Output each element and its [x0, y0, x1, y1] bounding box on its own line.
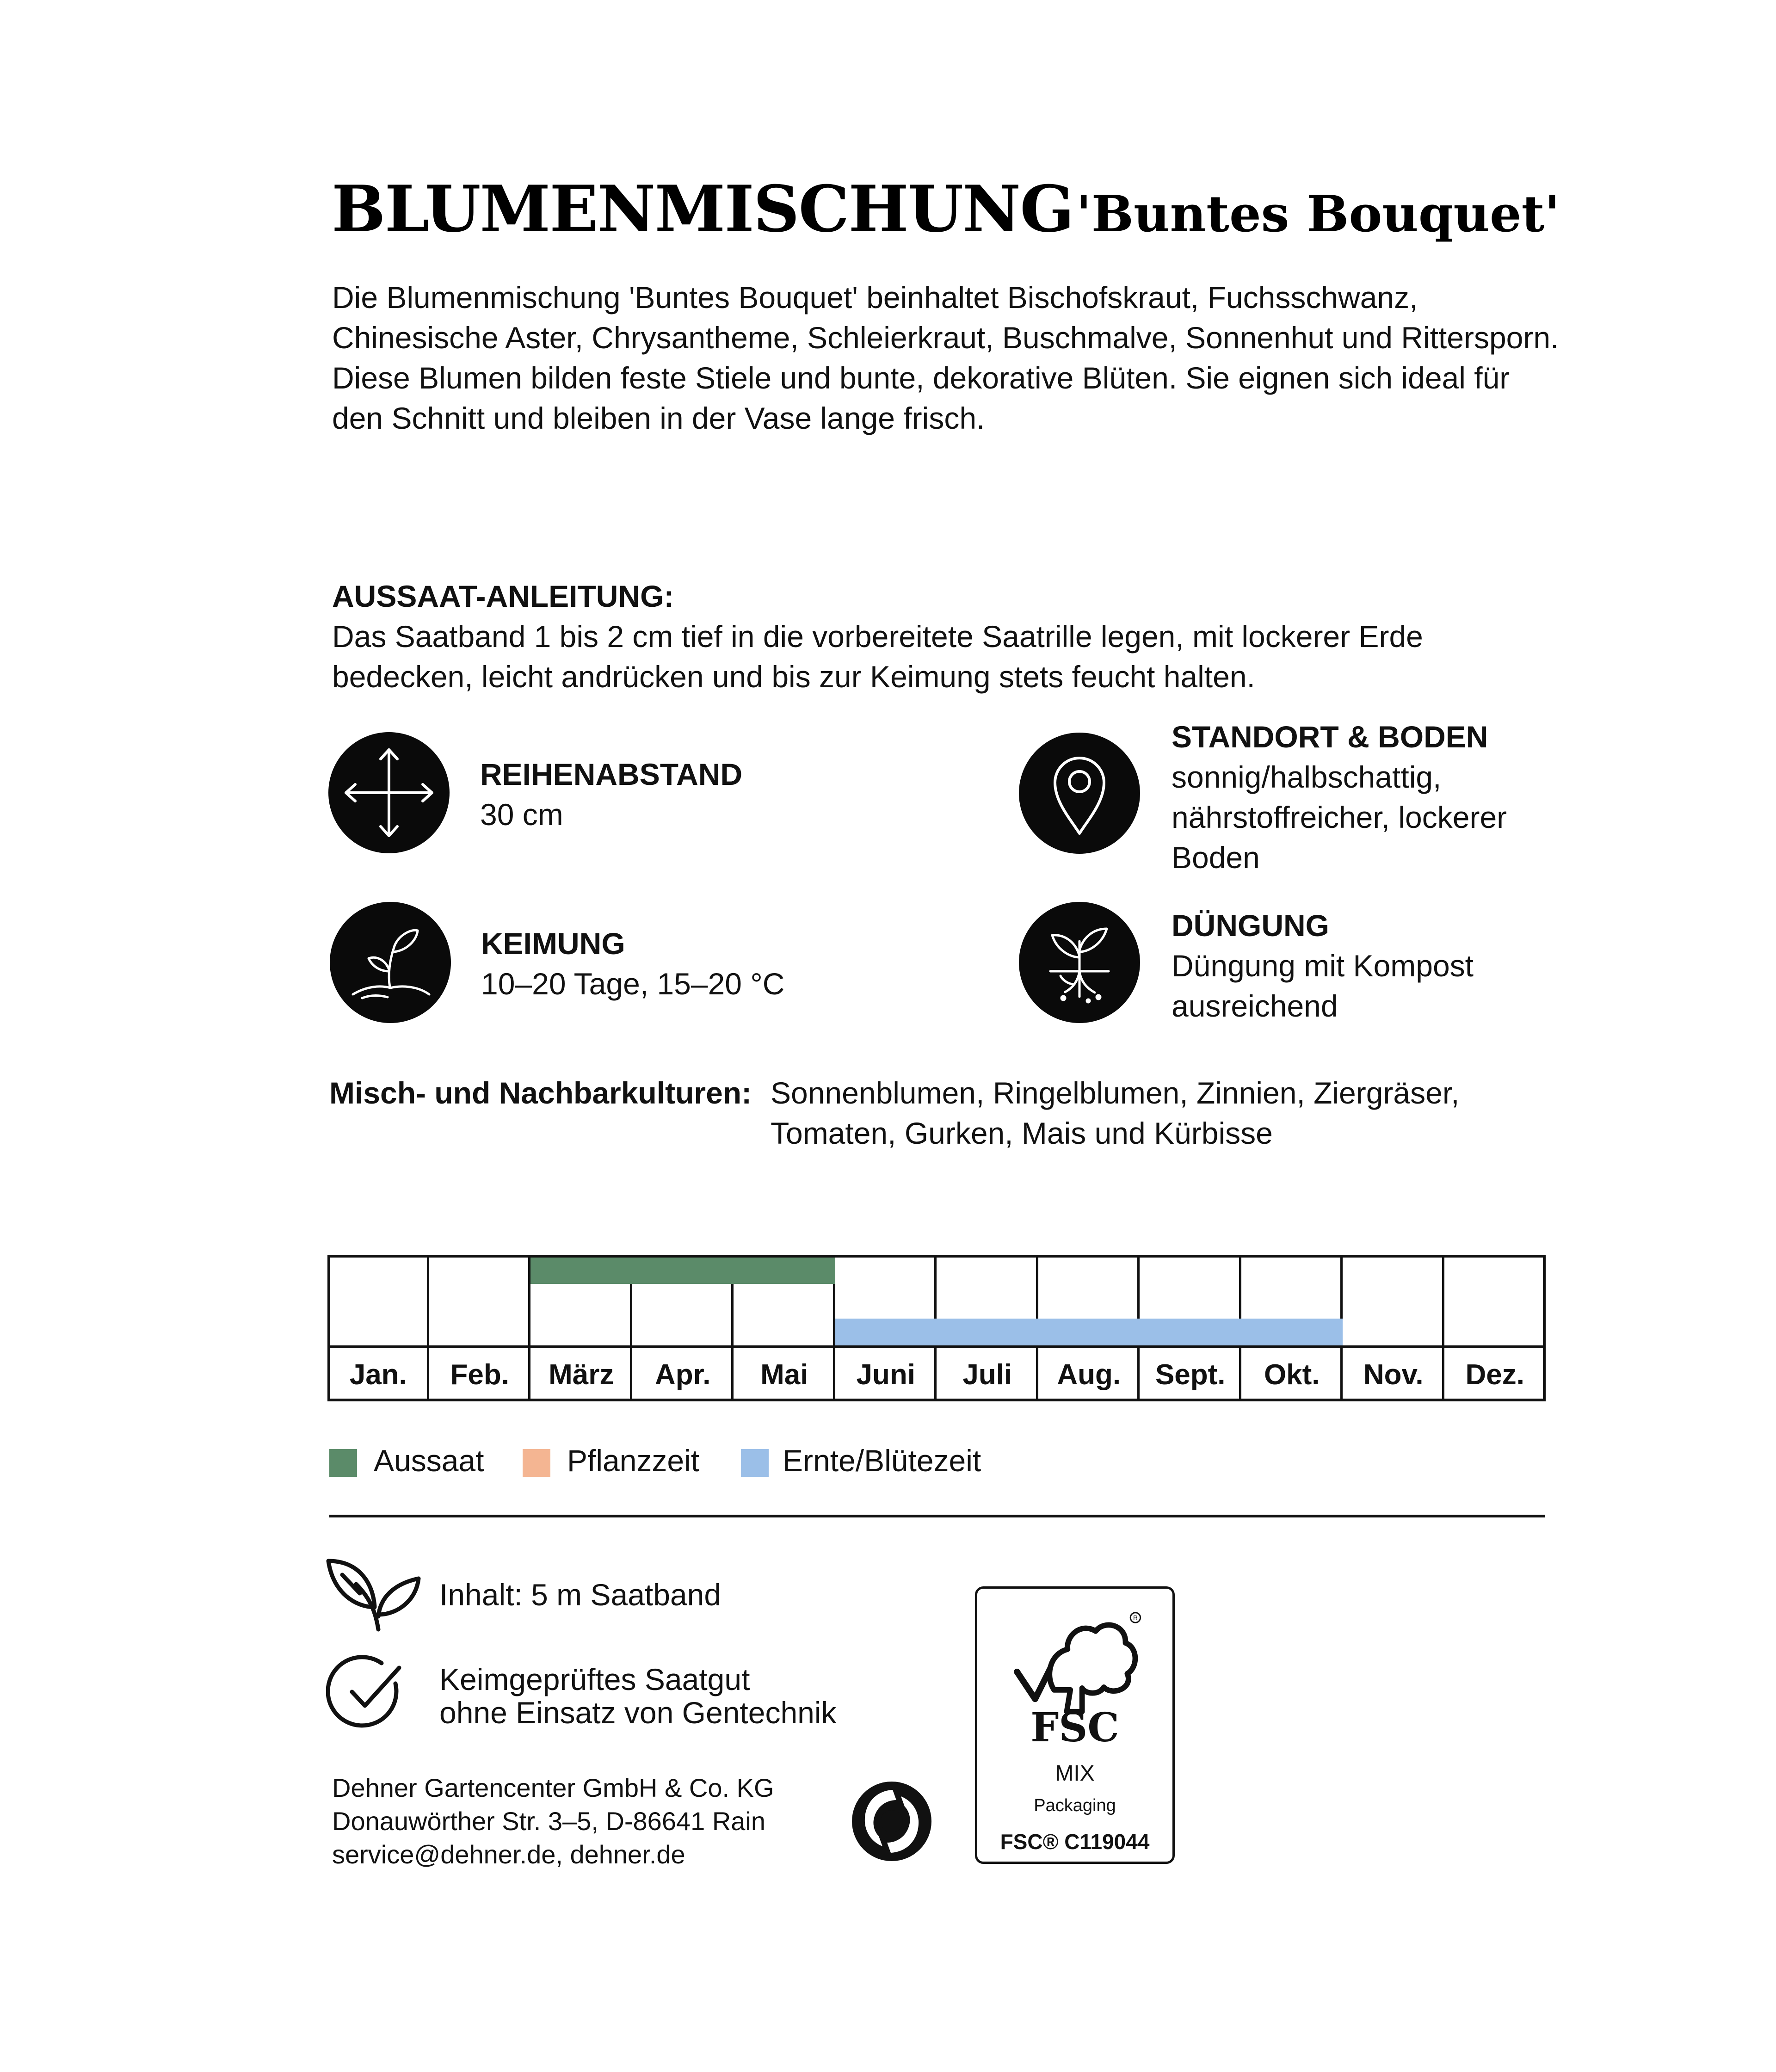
duengung-label: DÜNGUNG: [1172, 908, 1329, 943]
info-standort: [1172, 717, 1507, 878]
standort-label: STANDORT & BODEN: [1172, 720, 1488, 754]
calendar-month-label: Jan.: [349, 1359, 407, 1391]
companion-line: Sonnenblumen, Ringelblumen, Zinnien, Ziergräser,: [771, 1076, 1460, 1110]
calendar-month-label: Juli: [962, 1359, 1012, 1391]
divider: [329, 1515, 1545, 1517]
standort-line: Boden: [1172, 840, 1260, 875]
legend-swatch-aussaat: [329, 1449, 357, 1477]
legend-pflanzzeit: Pflanzzeit: [567, 1443, 700, 1478]
intro-line: den Schnitt und bleiben in der Vase lange frisch.: [332, 401, 985, 435]
plant-roots-icon: [1019, 902, 1140, 1023]
legend-swatch-ernte: [741, 1449, 769, 1477]
fsc-packaging: Packaging: [1034, 1796, 1116, 1815]
standort-line: nährstoffreicher, lockerer: [1172, 800, 1507, 834]
calendar-month-label: Juni: [856, 1359, 915, 1391]
calendar-month-label: Sept.: [1155, 1359, 1226, 1391]
address-line: Donauwörther Str. 3–5, D-86641 Rain: [332, 1807, 765, 1836]
fsc-code: FSC® C119044: [1000, 1830, 1150, 1854]
calendar-month-label: März: [549, 1359, 614, 1391]
info-keimung: [481, 924, 784, 1004]
duengung-line: ausreichend: [1172, 989, 1338, 1023]
duengung-line: Düngung mit Kompost: [1172, 949, 1474, 983]
intro-line: Diese Blumen bilden feste Stiele und bunte, dekorative Blüten. Sie eignen sich ideal für: [332, 361, 1510, 395]
legend-aussaat: Aussaat: [374, 1443, 484, 1478]
seed-quality: [439, 1663, 837, 1729]
check-circle-icon: [326, 1651, 409, 1734]
content-info: Inhalt: 5 m Saatband: [439, 1578, 722, 1612]
address-line: Dehner Gartencenter GmbH & Co. KG: [332, 1773, 774, 1802]
page-title: [332, 171, 1560, 247]
calendar-month-label: Apr.: [654, 1359, 711, 1391]
recycling-dot-icon: [850, 1780, 933, 1863]
calendar-month-label: Okt.: [1264, 1359, 1320, 1391]
svg-text:R: R: [1133, 1614, 1138, 1622]
legend-ernte: Ernte/Blütezeit: [783, 1443, 981, 1478]
title-sub: 'Buntes Bouquet': [1076, 185, 1560, 243]
reihenabstand-value: 30 cm: [480, 797, 563, 832]
calendar-month-label: Aug.: [1057, 1359, 1121, 1391]
seedling-icon: [330, 902, 451, 1023]
calendar-month-label: Nov.: [1363, 1359, 1424, 1391]
companion-label: Misch- und Nachbarkulturen:: [329, 1076, 752, 1110]
sowing-heading: AUSSAAT-ANLEITUNG:: [332, 579, 674, 613]
intro-line: Chinesische Aster, Chrysantheme, Schleierkraut, Buschmalve, Sonnenhut und Rittersporn.: [332, 321, 1559, 355]
keimung-label: KEIMUNG: [481, 926, 625, 961]
fsc-logo-text: FSC: [1030, 1704, 1119, 1751]
sowing-line: bedecken, leicht andrücken und bis zur Keimung stets feucht halten.: [332, 660, 1255, 694]
title-main: BLUMENMISCHUNG: [332, 171, 1074, 247]
keimung-value: 10–20 Tage, 15–20 °C: [481, 967, 785, 1001]
leaf-icon: [324, 1552, 426, 1635]
intro-text: [332, 278, 1581, 438]
seed-quality-line: Keimgeprüftes Saatgut: [439, 1662, 750, 1696]
address-line: service@dehner.de, dehner.de: [332, 1840, 685, 1869]
fsc-mix: MIX: [1055, 1761, 1095, 1786]
legend-swatch-pflanzzeit: [523, 1449, 550, 1477]
sowing-instructions: [332, 576, 1581, 697]
calendar-month-label: Dez.: [1465, 1359, 1524, 1391]
info-reihenabstand: [480, 754, 742, 835]
calendar-month-label: Feb.: [450, 1359, 509, 1391]
calendar-month-label: Mai: [760, 1359, 808, 1391]
sowing-line: Das Saatband 1 bis 2 cm tief in die vorbereitete Saatrille legen, mit lockerer Erde: [332, 619, 1423, 654]
arrows-cross-icon: [328, 732, 450, 853]
sowing-calendar: [327, 1255, 1546, 1401]
info-duengung: [1172, 906, 1474, 1026]
standort-line: sonnig/halbschattig,: [1172, 760, 1442, 794]
companion-line: Tomaten, Gurken, Mais und Kürbisse: [771, 1116, 1273, 1150]
fsc-label: [975, 1586, 1175, 1864]
company-address: [332, 1771, 774, 1871]
reihenabstand-label: REIHENABSTAND: [480, 757, 743, 791]
seed-quality-line: ohne Einsatz von Gentechnik: [439, 1696, 837, 1730]
intro-line: Die Blumenmischung 'Buntes Bouquet' beinhaltet Bischofskraut, Fuchsschwanz,: [332, 280, 1418, 314]
location-pin-icon: [1019, 733, 1140, 854]
